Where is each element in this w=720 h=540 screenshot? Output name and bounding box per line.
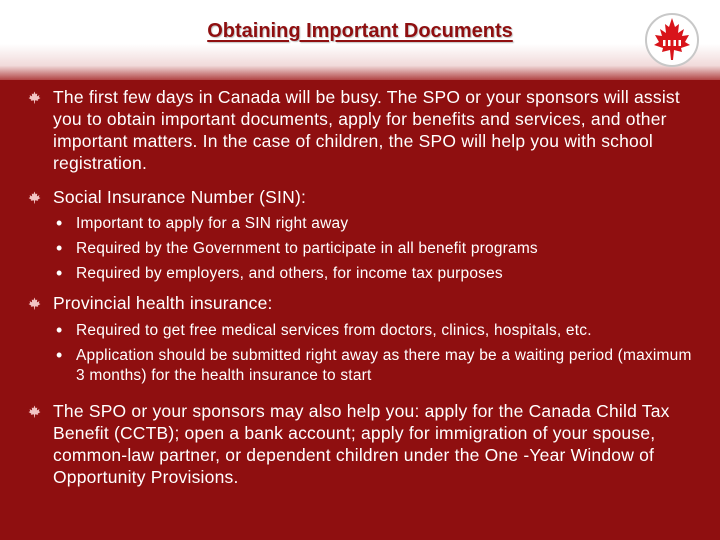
bullet-dot: • [56, 320, 63, 340]
sub-bullet-text: Application should be submitted right away as there may be a waiting period (maximum 3 months) for the health insurance to start [76, 347, 692, 384]
title-banner [0, 0, 720, 80]
bullet-point [28, 86, 700, 174]
sub-bullet [52, 321, 700, 341]
bullet-point [28, 400, 700, 488]
maple-leaf-icon [28, 405, 41, 418]
bullet-dot: • [56, 238, 63, 258]
maple-leaf-icon [644, 12, 700, 68]
sub-bullet [52, 214, 700, 234]
bullet-dot: • [56, 263, 63, 283]
maple-leaf-icon [28, 297, 41, 310]
sub-bullet-text: Important to apply for a SIN right away [76, 215, 349, 232]
maple-leaf-icon [28, 91, 41, 104]
bullet-text: Social Insurance Number (SIN): [53, 187, 307, 207]
sin-sub-list [28, 214, 700, 284]
sub-bullet [52, 239, 700, 259]
bullet-dot: • [56, 345, 63, 365]
slide-title: Obtaining Important Documents [207, 20, 513, 42]
sub-bullet-text: Required by employers, and others, for income tax purposes [76, 265, 503, 282]
bullet-dot: • [56, 213, 63, 233]
bullet-text: The first few days in Canada will be busy. The SPO or your sponsors will assist you to obtain important documents, apply for benefits and services, and other important matters. In the case of children, the SPO will help you with school registration. [53, 87, 680, 173]
sub-bullet [52, 346, 700, 386]
slide-content [28, 86, 700, 488]
maple-leaf-icon [28, 191, 41, 204]
sub-bullet-text: Required to get free medical services from doctors, clinics, hospitals, etc. [76, 322, 592, 339]
bullet-text: Provincial health insurance: [53, 293, 273, 313]
health-sub-list [28, 321, 700, 386]
sub-bullet [52, 264, 700, 284]
bullet-text: The SPO or your sponsors may also help you: apply for the Canada Child Tax Benefit (CCTB); open a bank account; apply for immigration of your spouse, common-law partner, or dependent children under the One -Year Window of Opportunity Provisions. [53, 401, 670, 487]
bullet-point [28, 186, 700, 208]
bullet-point [28, 292, 700, 314]
sub-bullet-text: Required by the Government to participate in all benefit programs [76, 240, 538, 257]
